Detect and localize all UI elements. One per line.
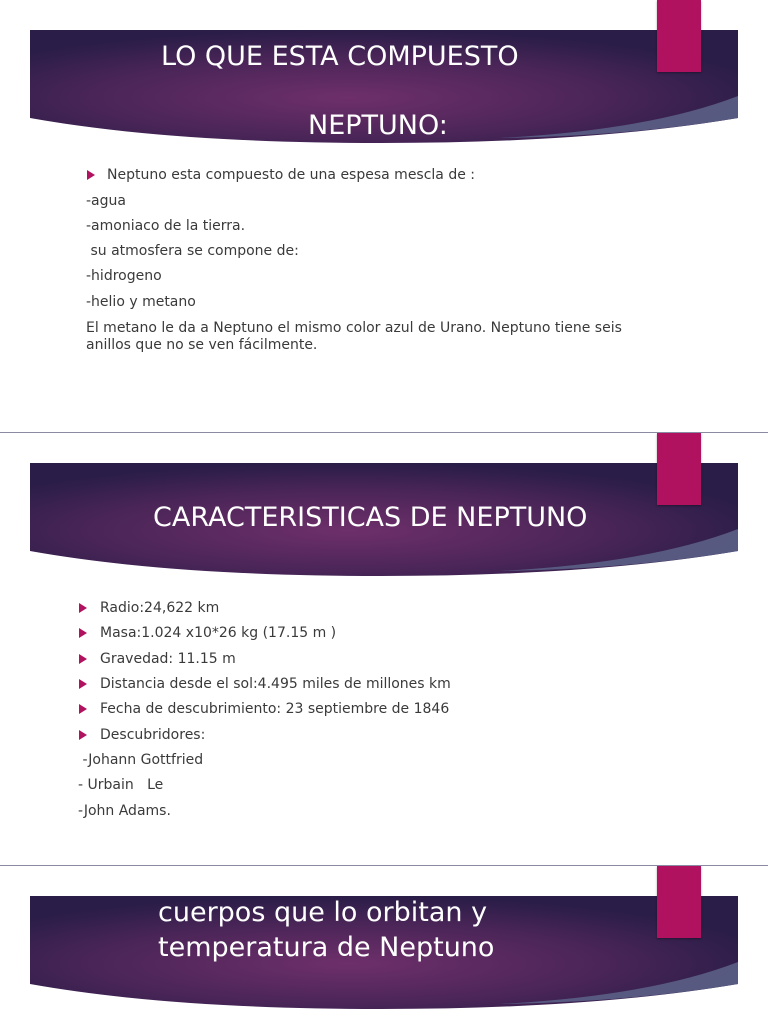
slide-title-line2: temperatura de Neptuno: [158, 932, 495, 963]
slide-1: [0, 0, 768, 432]
slide-2: [0, 433, 768, 865]
content-line: -John Adams.: [78, 803, 171, 819]
content-line: su atmosfera se compone de:: [86, 243, 299, 259]
accent-tab: [657, 433, 701, 505]
bullet-text: Descubridores:: [100, 727, 206, 743]
bullet-icon: [79, 679, 87, 689]
bullet-icon: [87, 170, 95, 180]
bullet-icon: [79, 654, 87, 664]
accent-tab: [657, 0, 701, 72]
bullet-icon: [79, 730, 87, 740]
bullet-text: Fecha de descubrimiento: 23 septiembre de 1846: [100, 701, 450, 717]
slide-title: CARACTERISTICAS DE NEPTUNO: [153, 502, 588, 533]
bullet-text: Neptuno esta compuesto de una espesa mescla de :: [107, 167, 476, 183]
accent-tab: [657, 866, 701, 938]
slide-title-line2: NEPTUNO:: [308, 110, 448, 141]
bullet-icon: [79, 704, 87, 714]
bullet-icon: [79, 603, 87, 613]
content-line: -Johann Gottfried: [78, 752, 204, 768]
bullet-text: Radio:24,622 km: [100, 600, 220, 616]
slide-title-line1: LO QUE ESTA COMPUESTO: [161, 41, 519, 72]
bullet-icon: [79, 628, 87, 638]
bullet-text: Masa:1.024 x10*26 kg (17.15 m ): [100, 625, 337, 641]
bullet-text: Gravedad: 11.15 m: [100, 651, 236, 667]
bullet-text: Distancia desde el sol:4.495 miles de millones km: [100, 676, 451, 692]
content-line: -hidrogeno: [86, 268, 162, 284]
content-line: - Urbain Le: [78, 777, 164, 793]
content-line: -helio y metano: [86, 294, 196, 310]
content-line: -agua: [86, 193, 126, 209]
slide-3: [0, 866, 768, 1024]
slide-title-line1: cuerpos que lo orbitan y: [158, 897, 488, 928]
content-paragraph: El metano le da a Neptuno el mismo color azul de Urano. Neptuno tiene seis anillos que no se ven fácilmente.: [86, 320, 622, 353]
content-line: -amoniaco de la tierra.: [86, 218, 246, 234]
